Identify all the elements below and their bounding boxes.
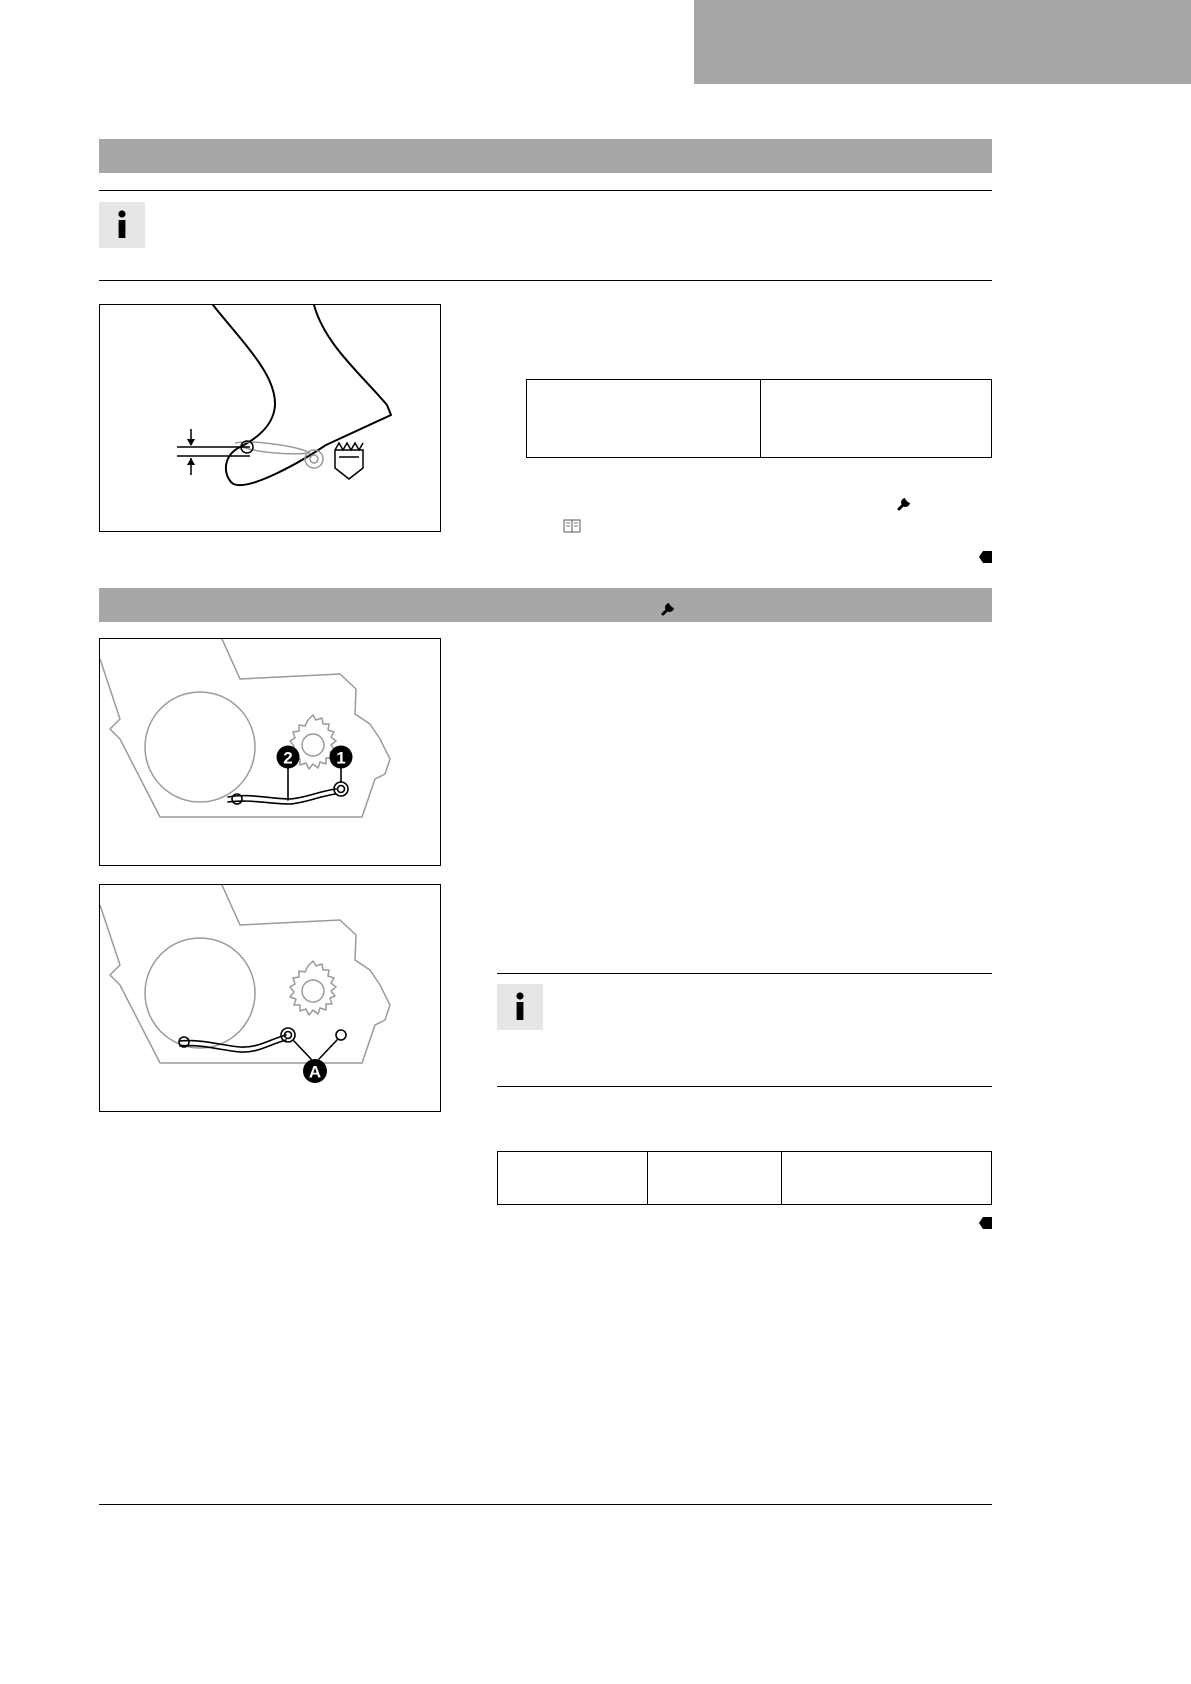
note-bottom-rule xyxy=(99,280,992,281)
wrench-icon xyxy=(896,493,914,511)
spec-table-2 xyxy=(497,1151,992,1205)
figure-linkage-position-a xyxy=(99,884,441,1112)
svg-text:1: 1 xyxy=(336,748,346,768)
inner-note-bottom-rule xyxy=(497,1086,992,1087)
wrench-icon xyxy=(660,598,678,616)
section-heading-bar-2 xyxy=(99,588,992,622)
spec-table-1-cell xyxy=(761,380,992,458)
figure-linkage-callouts xyxy=(99,638,441,866)
end-of-section-marker xyxy=(979,551,992,563)
header-tab xyxy=(694,0,1191,84)
svg-text:A: A xyxy=(308,1062,322,1082)
svg-text:2: 2 xyxy=(283,748,293,768)
spec-table-2-cell xyxy=(648,1152,782,1205)
figure-foot-pedal xyxy=(99,304,441,532)
spec-table-2-cell xyxy=(782,1152,992,1205)
inner-note-top-rule xyxy=(497,973,992,974)
note-top-rule xyxy=(99,190,992,191)
info-icon xyxy=(497,984,543,1030)
spec-table-1-cell xyxy=(527,380,761,458)
info-icon xyxy=(99,202,145,248)
spec-table-1 xyxy=(526,379,992,458)
manual-reference-icon[interactable] xyxy=(563,519,581,534)
end-of-section-marker xyxy=(979,1217,992,1229)
section-heading-bar-1 xyxy=(99,139,992,173)
spec-table-2-cell xyxy=(498,1152,648,1205)
footer-rule xyxy=(99,1504,992,1505)
